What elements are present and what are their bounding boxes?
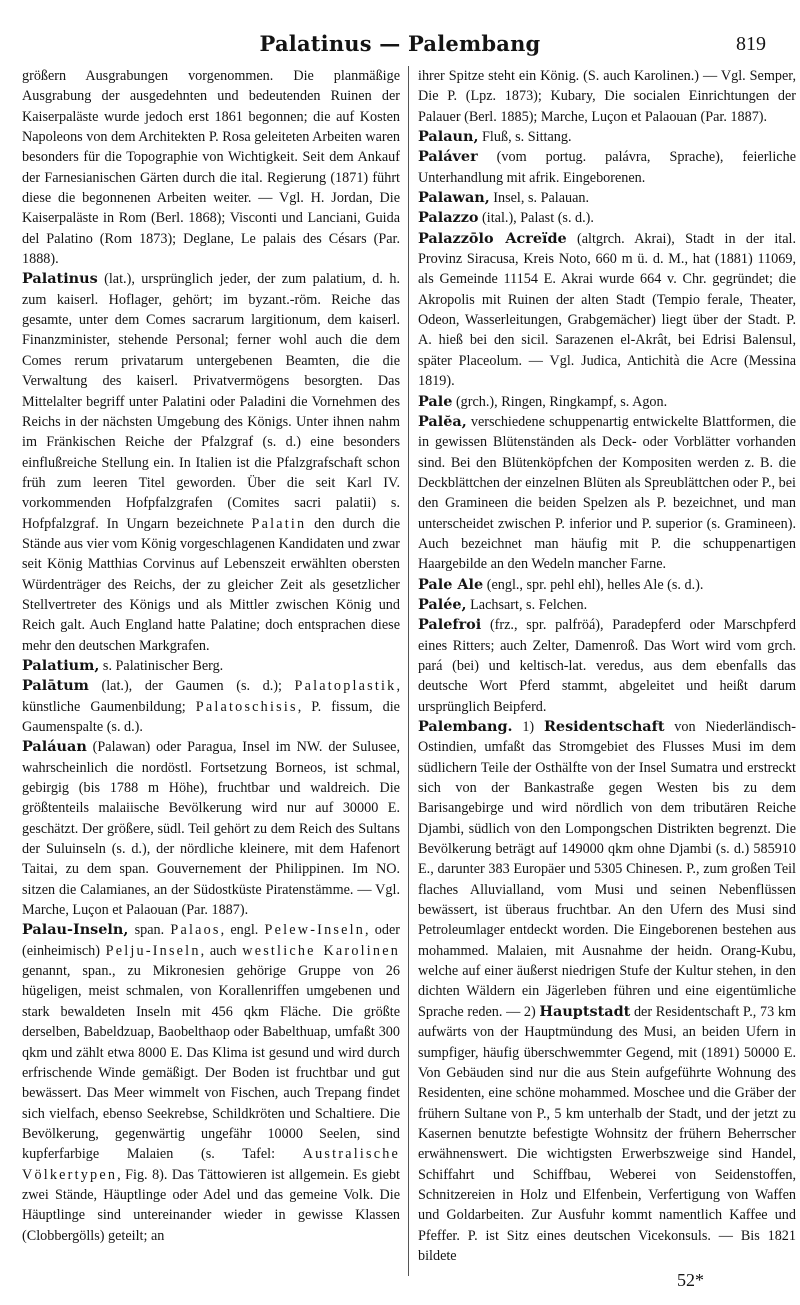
headword: Palée,: [418, 595, 467, 613]
entry-palauan: Paláuan (Palawan) oder Paragua, Insel im NW. der Sulusee, wahrscheinlich die nordöstl. Fortsetzung Borneos, ist schmal, gebirgig (bis 1788 m Höhe), fruchtbar und waldreich. Die größtenteils malaiische Bevölkerung wird nur auf 30000 E. geschätzt. Der größere, südl. Teil gehört zu dem Reich des Sultans der Suluinseln (s. d.), der nördliche kleinere, mit dem Hafenort Taitai, zu dem span. Gouvernement der Philippinen. Im NO. sitzen die Calamianes, an der Südostküste Piratenstämme. — Vgl. Marche, Luçon et Palaouan (Par. 1887).: [22, 738, 400, 919]
headword: Palaun,: [418, 128, 479, 146]
entry-palau-inseln: Palau-Inseln, span. Palaos, engl. Pelew-Inseln, oder (einheimisch) Pelju-Inseln, auch westliche Karolinen genannt, span., zu Mikronesien gehörige Gruppe von 26 hügeligen, meist schmalen, von Korallenriffen umgebenen und stark bewaldeten Inseln mit 456 qkm Fläche. Die größte derselben, Babeldzuap, Baobelthaop oder Babelthuap, umfaßt 300 qkm und zählt etwa 8000 E. Das Klima ist gesund und wird durch erfrischende Winde gemäßigt. Der Boden ist fruchtbar und gut bewässert. Das Meer wimmelt von Fischen, auch Trepang findet sich vielfach, ebenso Seekrebse, Schildkröten und Schaltiere. Die Bevölkerung, gegenwärtig ungefähr 10000 Seelen, sind kupferfarbige Malaien (s. Tafel: Australische Völkertypen, Fig. 8). Das Tättowieren ist allgemein. Es giebt zwei Stände, Häuptlinge oder Adel und das gemeine Volk. Die Häuptlinge sind untereinander wieder in gewisse Klassen (Clobbergölls) geteilt; an: [22, 921, 400, 1244]
entry-palaver: Paláver (vom portug. palávra, Sprache), feierliche Unterhandlung mit afrik. Eingeborenen.: [418, 148, 796, 186]
column-divider: [408, 66, 409, 1276]
headword: Palĕa,: [418, 412, 467, 430]
headword: Palembang.: [418, 718, 513, 735]
entry-palawan: Palawan, Insel, s. Palauan.: [418, 189, 590, 207]
entry-continuation: ihrer Spitze steht ein König. (S. auch Karolinen.) — Vgl. Semper, Die P. (Lpz. 1873); Kubary, Die socialen Einrichtungen der Palauer (Berl. 1885); Marche, Luçon et Palaouan (Par. 1887).: [418, 68, 796, 125]
entry-palea: Palĕa, verschiedene schuppenartig entwickelte Blattformen, die in gewissen Blütenständen als Deck- oder Vorblätter vorhanden sind. Bei den Blütenköpfchen der Kompositen werden z. B. die Deckblättchen der einzelnen Blüten als Spreublättchen oder P., bei den Gramineen die beiden Spelzen als P. bezeichnet, und man unterscheidet zwischen P. inferior und P. superior (s. Gramineen). Auch bezeichnet man häufig mit P. die schuppenartigen Haargebilde an den Wedeln mancher Farne.: [418, 412, 796, 573]
headword: Palatium,: [22, 656, 100, 674]
headword: Palatinus: [22, 270, 98, 288]
header-title: Palatinus — Palembang: [259, 31, 541, 56]
page-number: 819: [736, 33, 766, 55]
entry-palembang: Palembang. 1) Residentschaft von Niederländisch-Ostindien, umfaßt das Stromgebiet des Flusses Musi im dem südlichern Teile der Osthälfte von der Insel Sumatra und erstreckt sich von der Bankastraße gegen Westen bis zu dem Barisangebirge und wird nördlich von dem tributären Reiche Djambi, südlich von den Lompongschen Distrikten begrenzt. Die Bevölkerung beträgt auf 149000 qkm ohne Djambi (s. d.) 585910 E., darunter 383 Europäer und 5305 Chinesen. P., zum großen Teil flaches Alluvialland, vom Musi und seinen Nebenflüssen bewässert, ist überaus fruchtbar. An den Ufern des Musi sind Petroleumlager entdeckt worden. Die Eingeborenen bestehen aus mohammed. Malaien, mit Ausnahme der heidn. Orang-Kubu, welche auf einer äußerst niedrigen Stufe der Kultur stehen, in den dichten Wäldern ein Jägerleben führen und eine eigentümliche Sprache reden. — 2) Hauptstadt der Residentschaft P., 73 km aufwärts von der Hauptmündung des Musi, an beiden Ufern in sumpfiger, häufig überschwemmter Gegend, mit (1891) 50000 E. Von Gebäuden sind nur die aus Stein aufgeführte Wohnung des Residenten, eine schöne mohammed. Moschee und die Gräber der frühern Sultane von P., 5 km unterhalb der Stadt, und der jetzt zu Kasernen benutzte befestigte Wohnsitz der frühern Beherrscher erwähnenswert. Die wichtigsten Erwerbszweige sind Handel, Schiffahrt und Schiffbau, Weberei von Seidenstoffen, Schnitzereien in Holz und Elfenbein, Verfertigung von Waffen und Goldarbeiten. Zur Ausfuhr kommt namentlich Kaffee und Pfeffer. P. ist Sitz eines deutschen Vicekonsuls. — Bis 1821 bildete: [418, 718, 796, 1264]
entry-palee: Palée, Lachsart, s. Felchen.: [418, 595, 588, 613]
entry-palatum: Palātum (lat.), der Gaumen (s. d.); Palatoplastik, künstliche Gaumenbildung; Palatoschisis, P. fissum, die Gaumenspalte (s. d.).: [22, 677, 400, 735]
sub-headword: Residentschaft: [543, 718, 665, 735]
entry-palazzo: Palazzo (ital.), Palast (s. d.).: [418, 209, 594, 227]
headword: Palātum: [22, 677, 89, 695]
entry-palatium: Palatium, s. Palatinischer Berg.: [22, 656, 224, 674]
entry-palaun: Palaun, Fluß, s. Sittang.: [418, 128, 572, 146]
entry-palazzolo-acreide: Palazzōlo Acreïde (altgrch. Akrai), Stadt in der ital. Provinz Siracusa, Kreis Noto, 660 m ü. d. M., hat (1881) 11069, als Gemeinde 11154 E. Akrai wurde 664 v. Chr. gegründet; die Akropolis mit Ruinen der alten Stadt (Tempio ferale, Theater, Odeon, Wasserleitungen, Grabgemächer) liegt über der Stadt. P. A. hieß bei den sicil. Sarazenen el-Akrât, bei Edrisi Balensul, später Placeolum. — Vgl. Judica, Antichità die Acre (Messina 1819).: [418, 229, 796, 390]
running-header: [0, 24, 800, 64]
headword: Paláver: [418, 148, 478, 166]
entry-continuation: größern Ausgrabungen vorgenommen. Die planmäßige Ausgrabung der ausgedehnten und bedeutenden Ruinen der Kaiserpaläste wurde jedoch erst 1861 begonnen; die auf Kosten Napoleons von dem Architekten P. Rosa geleiteten Arbeiten waren besonders für die Topographie von Wichtigkeit. Seit dem Ankauf der Farnesianischen Gärten durch die ital. Regierung (1871) führt diese die begonnenen Arbeiten weiter. — Vgl. H. Jordan, Die Kaiserpaläste in Rom (Berl. 1868); Visconti und Lanciani, Guida del Palatino (Rom 1873); Deglane, Le palais des Césars (Par. 1888).: [22, 68, 400, 268]
headword: Palazzo: [418, 209, 479, 227]
headword: Paláuan: [22, 738, 87, 756]
headword: Pale Ale: [418, 575, 484, 593]
entry-palefroi: Palefroi (frz., spr. palfröá), Paradepferd oder Marschpferd eines Ritters; auch Zelter, Damenroß. Das Wort wird vom grch. pará (bei) und keltisch-lat. veredus, aus dem ebenfalls das deutsche Wort Pferd stammt, abgeleitet und heißt darum ursprünglich Beipferd.: [418, 616, 796, 715]
left-column: [22, 66, 400, 1246]
sub-headword: Hauptstadt: [539, 1002, 631, 1020]
entry-pale-ale: Pale Ale (engl., spr. pehl ehl), helles Ale (s. d.).: [418, 575, 704, 593]
signature-mark: 52*: [677, 1270, 704, 1290]
entry-palatinus: Palatinus (lat.), ursprünglich jeder, der zum palatium, d. h. zum kaiserl. Hoflager, gehört; im byzant.-röm. Reiche das gesamte, unter dem Comes sacrarum largitionum, dem kaiserl. Finanzminister, stehende Personal; ferner wohl auch die dem Comes rerum privatarum untergebenen Beamten, die die Verwaltung des kaiserl. Privatvermögens besorgten. Das Mittelalter begriff unter Palatini oder Paladini die Vornehmen des Reichs in der nächsten Umgebung des Königs. Unter ihnen nahm im Fränkischen Reiche der Pfalzgraf (s. d.) eine besonders einflußreiche Stellung ein. In Italien ist die Pfalzgrafschaft schon früh zum leeren Titel geworden. Über die seit Karl IV. vorkommenden Hofpfalzgrafen (Comites sacri palatii) s. Hofpfalzgraf. In Ungarn bezeichnete Palatin den durch die Stände aus vier vom König vorgeschlagenen Kandidaten und zwar seit König Matthias Corvinus auf Lebenszeit erwählten obersten Würdenträger des Reichs, der zu gleicher Zeit als gesetzlicher Stellvertreter des Königs und als Mittler zwischen König und Reich galt. Auch England hatte Palatine; doch entsprachen diese mehr den deutschen Markgrafen.: [22, 270, 400, 654]
headword: Pale: [418, 392, 453, 410]
entry-pale: Pale (grch.), Ringen, Ringkampf, s. Agon.: [418, 392, 668, 410]
headword: Palawan,: [418, 189, 490, 207]
headword: Palau-Inseln,: [22, 921, 129, 939]
right-column: [418, 66, 796, 1266]
headword: Palazzōlo Acreïde: [418, 229, 567, 247]
headword: Palefroi: [418, 616, 482, 634]
